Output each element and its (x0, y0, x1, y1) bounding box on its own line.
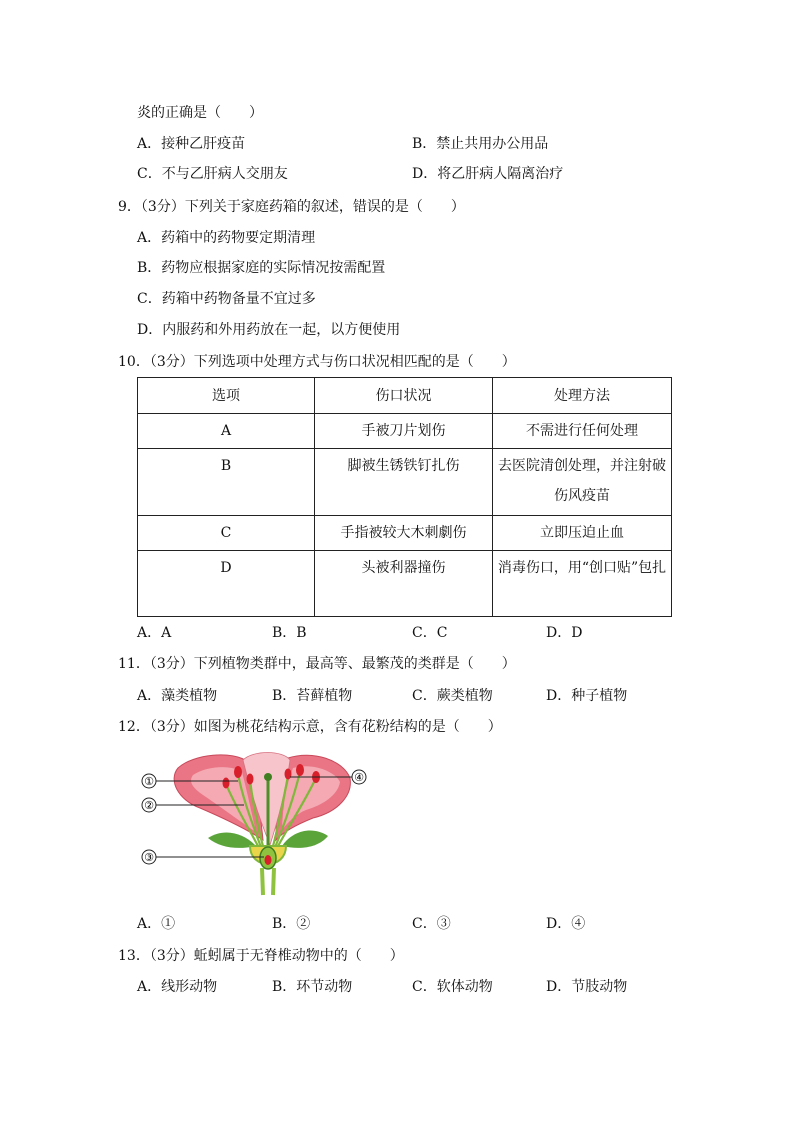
q13-option-b[interactable]: B．环节动物 (272, 979, 353, 995)
stigma (264, 773, 272, 781)
row-method: 去医院清创处理，并注射破伤风疫苗 (493, 449, 672, 516)
peach-flower-diagram (138, 750, 373, 898)
q8-option-d[interactable]: D．将乙肝病人隔离治疗 (412, 166, 564, 182)
q9-stem: 9．（3分）下列关于家庭药箱的叙述，错误的是（ ） (118, 199, 465, 215)
row-wound: 头被利器撞伤 (315, 551, 493, 617)
q10-option-c[interactable]: C．C (412, 625, 448, 641)
q11-option-b[interactable]: B．苔藓植物 (272, 688, 353, 704)
q13-stem: 13．（3分）蚯蚓属于无脊椎动物中的（ ） (118, 948, 404, 964)
row-wound: 脚被生锈铁钉扎伤 (315, 449, 493, 516)
q11-option-c[interactable]: C．蕨类植物 (412, 688, 493, 704)
label-2-text: ② (144, 799, 154, 812)
table-header-row (138, 378, 672, 414)
q10-table (137, 377, 672, 617)
label-1-text: ① (144, 775, 154, 788)
table-row (138, 414, 672, 449)
q8-stem-cont: 炎的正确是（ ） (137, 105, 263, 121)
q10-stem: 10．（3分）下列选项中处理方式与伤口状况相匹配的是（ ） (118, 354, 516, 370)
q12-option-c[interactable]: C．③ (412, 916, 451, 932)
label-4-text: ④ (354, 771, 364, 784)
header-method: 处理方法 (493, 378, 672, 414)
q10-option-b[interactable]: B．B (272, 625, 307, 641)
row-option: C (138, 516, 315, 551)
q12-stem: 12．（3分）如图为桃花结构示意，含有花粉结构的是（ ） (118, 719, 502, 735)
row-method: 立即压迫止血 (493, 516, 672, 551)
q12-option-d[interactable]: D．④ (546, 916, 586, 932)
row-option: D (138, 551, 315, 617)
q8-option-a[interactable]: A．接种乙肝疫苗 (137, 136, 246, 152)
table-row (138, 449, 672, 516)
row-method: 消毒伤口，用“创口贴”包扎 (493, 551, 672, 617)
q12-option-a[interactable]: A．① (137, 916, 176, 932)
q9-option-a[interactable]: A．药箱中的药物要定期清理 (137, 230, 316, 246)
q11-option-d[interactable]: D．种子植物 (546, 688, 628, 704)
header-wound: 伤口状况 (315, 378, 493, 414)
header-option: 选项 (138, 378, 315, 414)
q11-option-a[interactable]: A．藻类植物 (137, 688, 218, 704)
row-option: B (138, 449, 315, 516)
q13-option-c[interactable]: C．软体动物 (412, 979, 493, 995)
flower-stalk (262, 868, 274, 895)
sepal-left (208, 832, 256, 847)
q13-option-d[interactable]: D．节肢动物 (546, 979, 628, 995)
q9-option-c[interactable]: C．药箱中药物备量不宜过多 (137, 291, 316, 307)
q11-stem: 11．（3分）下列植物类群中，最高等、最繁茂的类群是（ ） (118, 656, 516, 672)
row-method: 不需进行任何处理 (493, 414, 672, 449)
label-3-text: ③ (144, 851, 154, 864)
q12-option-b[interactable]: B．② (272, 916, 311, 932)
row-wound: 手指被较大木刺劇伤 (315, 516, 493, 551)
row-option: A (138, 414, 315, 449)
q9-option-b[interactable]: B．药物应根据家庭的实际情况按需配置 (137, 260, 386, 276)
q10-option-a[interactable]: A．A (137, 625, 172, 641)
q10-option-d[interactable]: D．D (546, 625, 583, 641)
q13-option-a[interactable]: A．线形动物 (137, 979, 218, 995)
q8-option-b[interactable]: B．禁止共用办公用品 (412, 136, 549, 152)
table-row (138, 551, 672, 617)
sepal-right (282, 831, 328, 848)
q8-option-c[interactable]: C．不与乙肝病人交朋友 (137, 166, 288, 182)
q9-option-d[interactable]: D．内服药和外用药放在一起，以方便使用 (137, 322, 401, 338)
row-wound: 手被刀片划伤 (315, 414, 493, 449)
ovule (265, 855, 272, 865)
table-row (138, 516, 672, 551)
